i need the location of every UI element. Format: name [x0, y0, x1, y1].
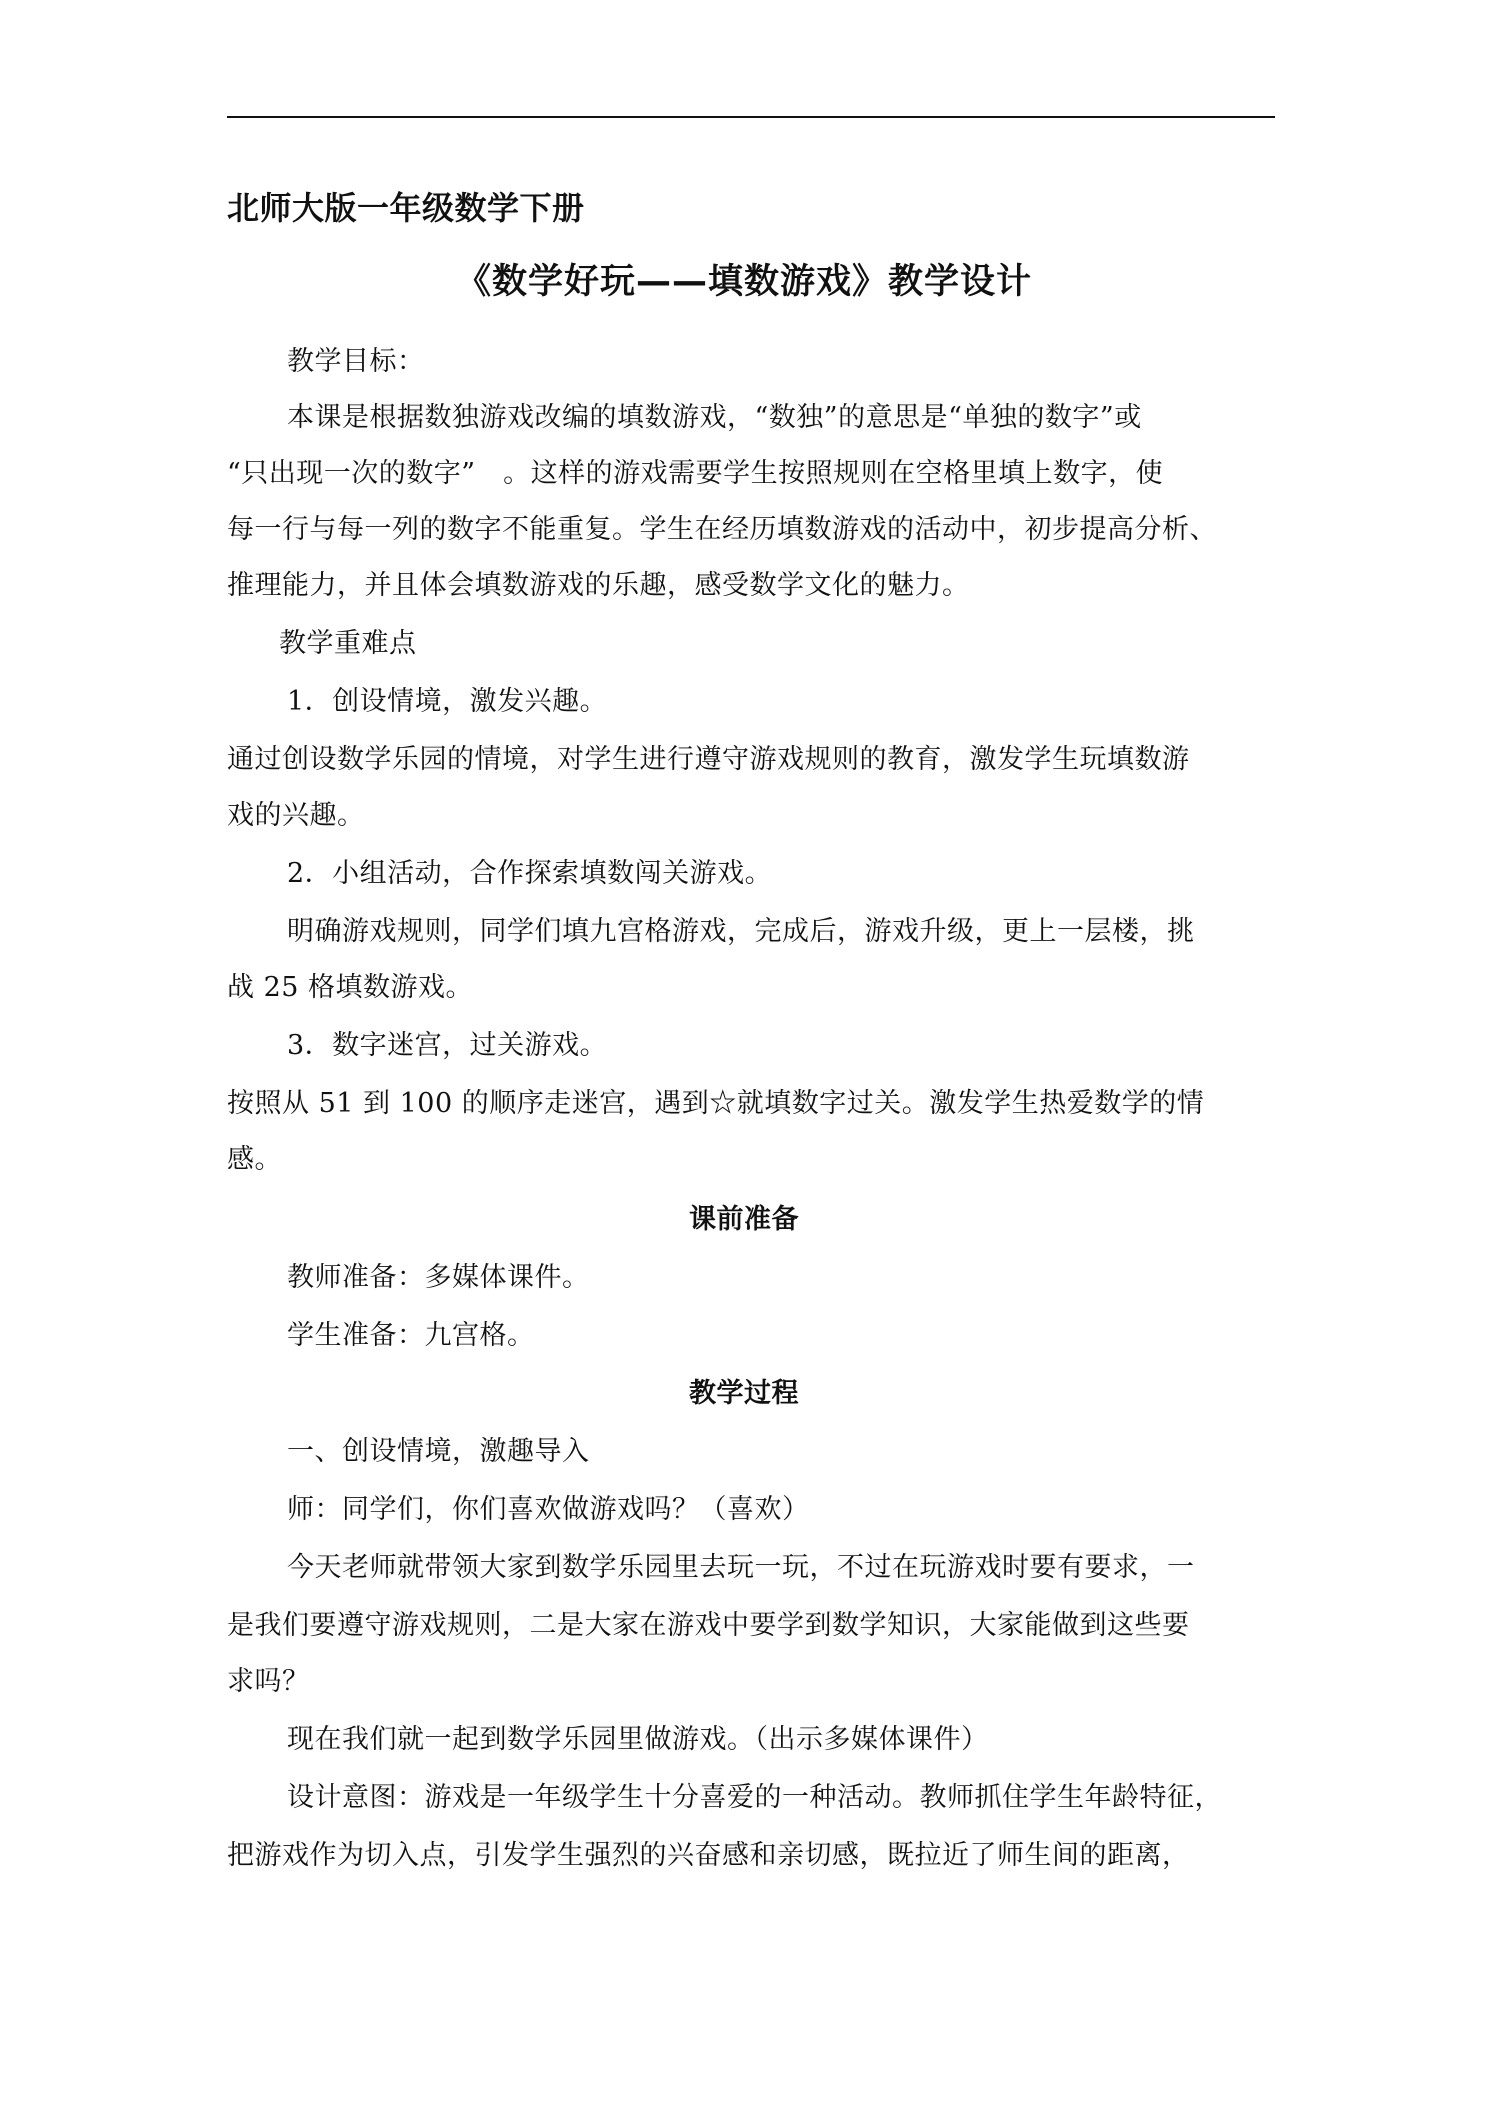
paragraph-line: 求吗？	[227, 1666, 310, 1697]
paragraph-line: “只出现一次的数字” 。这样的游戏需要学生按照规则在空格里填上数字，使	[227, 458, 1164, 489]
paragraph-line: 每一行与每一列的数字不能重复。学生在经历填数游戏的活动中，初步提高分析、	[227, 514, 1217, 545]
header-rule	[227, 116, 1275, 118]
process-heading: 教学过程	[689, 1378, 799, 1409]
document-subtitle: 《数学好玩——填数游戏》教学设计	[455, 262, 1032, 302]
list-item: 3．数字迷宫，过关游戏。	[287, 1030, 608, 1061]
paragraph-line: 师：同学们，你们喜欢做游戏吗？（喜欢）	[287, 1494, 810, 1525]
paragraph-line: 本课是根据数独游戏改编的填数游戏，“数独”的意思是“单独的数字”或	[287, 402, 1142, 433]
paragraph-line: 设计意图：游戏是一年级学生十分喜爱的一种活动。教师抓住学生年龄特征，	[287, 1782, 1222, 1813]
paragraph-line: 战 25 格填数游戏。	[227, 972, 474, 1003]
paragraph-line: 感。	[227, 1144, 282, 1175]
list-item: 1．创设情境，激发兴趣。	[287, 686, 608, 717]
paragraph-line: 现在我们就一起到数学乐园里做游戏。（出示多媒体课件）	[287, 1724, 989, 1755]
document-title: 北师大版一年级数学下册	[227, 189, 585, 227]
paragraph-line: 按照从 51 到 100 的顺序走迷宫，遇到☆就填数字过关。激发学生热爱数学的情	[227, 1088, 1205, 1119]
preparation-heading: 课前准备	[689, 1204, 799, 1235]
teaching-goals-heading: 教学目标：	[287, 346, 425, 377]
section-heading: 一、创设情境，激趣导入	[287, 1436, 590, 1467]
paragraph-line: 戏的兴趣。	[227, 800, 365, 831]
paragraph-line: 明确游戏规则，同学们填九宫格游戏，完成后，游戏升级，更上一层楼，挑	[287, 916, 1195, 947]
paragraph-line: 是我们要遵守游戏规则，二是大家在游戏中要学到数学知识，大家能做到这些要	[227, 1610, 1190, 1641]
paragraph-line: 把游戏作为切入点，引发学生强烈的兴奋感和亲切感，既拉近了师生间的距离，	[227, 1840, 1190, 1871]
key-points-heading: 教学重难点	[279, 628, 417, 659]
paragraph-line: 推理能力，并且体会填数游戏的乐趣，感受数学文化的魅力。	[227, 570, 970, 601]
paragraph-line: 学生准备：九宫格。	[287, 1320, 535, 1351]
list-item: 2．小组活动，合作探索填数闯关游戏。	[287, 858, 773, 889]
paragraph-line: 通过创设数学乐园的情境，对学生进行遵守游戏规则的教育，激发学生玩填数游	[227, 744, 1190, 775]
paragraph-line: 教师准备：多媒体课件。	[287, 1262, 590, 1293]
paragraph-line: 今天老师就带领大家到数学乐园里去玩一玩，不过在玩游戏时要有要求，一	[287, 1552, 1195, 1583]
